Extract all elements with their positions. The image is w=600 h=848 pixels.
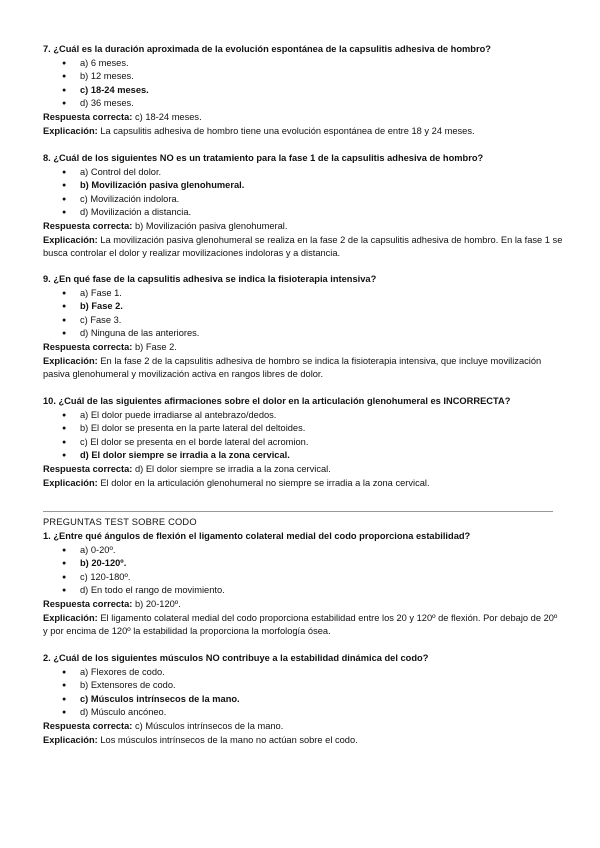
option: ● a) Fase 1. [43, 287, 563, 301]
option: ● c) 120-180º. [43, 571, 563, 585]
question-title: 8. ¿Cuál de los siguientes NO es un tratamiento para la fase 1 de la capsulitis adhesiva de hombro? [43, 153, 484, 163]
explanation-line [43, 355, 563, 382]
explanation-text: Los músculos intrínsecos de la mano no actúan sobre el codo. [100, 734, 358, 745]
option: ● d) En todo el rango de movimiento. [43, 584, 563, 598]
answer-text: b) Movilización pasiva glenohumeral. [135, 220, 288, 231]
option-correct: ● b) Movilización pasiva glenohumeral. [43, 179, 563, 193]
explanation-text: La movilización pasiva glenohumeral se realiza en la fase 2 de la capsulitis adhesiva de hombro. En la fase 1 se busca controlar el dolor y realizar movilizaciones indoloras y a distancia. [43, 234, 563, 259]
answer-text: c) Músculos intrínsecos de la mano. [135, 720, 284, 731]
option: ● a) Control del dolor. [43, 166, 563, 180]
explanation-text: La capsulitis adhesiva de hombro tiene una evolución espontánea de entre 18 y 24 meses. [100, 125, 475, 136]
answer-text: d) El dolor siempre se irradia a la zona cervical. [135, 463, 331, 474]
explanation-text: En la fase 2 de la capsulitis adhesiva de hombro se indica la fisioterapia intensiva, que incluye movilización pasiva glenohumeral y movilización activa en rangos libres de dolor. [43, 355, 542, 380]
question-title: 2. ¿Cuál de los siguientes músculos NO contribuye a la estabilidad dinámica del codo? [43, 653, 429, 663]
explanation-label: Explicación: [43, 477, 98, 488]
option-correct: ● b) Fase 2. [43, 300, 563, 314]
answer-line [43, 220, 563, 234]
option: ● b) El dolor se presenta en la parte lateral del deltoides. [43, 422, 563, 436]
explanation-label: Explicación: [43, 125, 98, 136]
answer-line [43, 598, 563, 612]
explanation-line [43, 612, 563, 639]
answer-label: Respuesta correcta: [43, 720, 133, 731]
option-list [43, 57, 563, 111]
option-correct: ● c) 18-24 meses. [43, 84, 563, 98]
question-title: 9. ¿En qué fase de la capsulitis adhesiva se indica la fisioterapia intensiva? [43, 274, 377, 284]
option: ● c) Fase 3. [43, 314, 563, 328]
option: ● d) Movilización a distancia. [43, 206, 563, 220]
explanation-line [43, 477, 563, 491]
option-list [43, 409, 563, 463]
answer-line [43, 341, 563, 355]
option: ● a) 0-20º. [43, 544, 563, 558]
answer-line [43, 720, 563, 734]
option-correct: ● b) 20-120º. [43, 557, 563, 571]
question-elbow-1 [43, 530, 563, 639]
section-title: PREGUNTAS TEST SOBRE CODO [43, 517, 197, 527]
option: ● d) 36 meses. [43, 97, 563, 111]
answer-line [43, 463, 563, 477]
answer-label: Respuesta correcta: [43, 341, 133, 352]
option: ● b) 12 meses. [43, 70, 563, 84]
option-correct: ● c) Músculos intrínsecos de la mano. [43, 693, 563, 707]
question-8 [43, 152, 563, 261]
option: ● a) Flexores de codo. [43, 666, 563, 680]
explanation-text: El dolor en la articulación glenohumeral no siempre se irradia a la zona cervical. [100, 477, 430, 488]
option: ● a) El dolor puede irradiarse al antebrazo/dedos. [43, 409, 563, 423]
section-divider [43, 511, 553, 512]
question-title: 1. ¿Entre qué ángulos de flexión el ligamento colateral medial del codo proporciona estabilidad? [43, 531, 471, 541]
explanation-text: El ligamento colateral medial del codo proporciona estabilidad entre los 20 y 120º de flexión. Por debajo de 20º y por encima de 120º la estabilidad la proporciona la morfología ósea. [43, 612, 558, 637]
option: ● b) Extensores de codo. [43, 679, 563, 693]
option: ● d) Músculo ancóneo. [43, 706, 563, 720]
option-list [43, 666, 563, 720]
explanation-label: Explicación: [43, 234, 98, 245]
answer-text: b) Fase 2. [135, 341, 177, 352]
answer-text: b) 20-120º. [135, 598, 181, 609]
option: ● c) El dolor se presenta en el borde lateral del acromion. [43, 436, 563, 450]
answer-label: Respuesta correcta: [43, 220, 133, 231]
question-title: 10. ¿Cuál de las siguientes afirmaciones sobre el dolor en la articulación glenohumeral es INCORRECTA? [43, 396, 511, 406]
answer-text: c) 18-24 meses. [135, 111, 202, 122]
explanation-line [43, 125, 563, 139]
explanation-label: Explicación: [43, 355, 98, 366]
question-10 [43, 395, 563, 490]
question-title: 7. ¿Cuál es la duración aproximada de la evolución espontánea de la capsulitis adhesiva de hombro? [43, 44, 491, 54]
option: ● c) Movilización indolora. [43, 193, 563, 207]
option-list [43, 166, 563, 220]
explanation-line [43, 234, 563, 261]
option-list [43, 287, 563, 341]
explanation-label: Explicación: [43, 612, 98, 623]
option-correct: ● d) El dolor siempre se irradia a la zona cervical. [43, 449, 563, 463]
option: ● d) Ninguna de las anteriores. [43, 327, 563, 341]
question-elbow-2 [43, 652, 563, 747]
answer-label: Respuesta correcta: [43, 598, 133, 609]
option-list [43, 544, 563, 598]
question-7 [43, 43, 563, 138]
option: ● a) 6 meses. [43, 57, 563, 71]
explanation-label: Explicación: [43, 734, 98, 745]
answer-label: Respuesta correcta: [43, 463, 133, 474]
answer-line [43, 111, 563, 125]
explanation-line [43, 734, 563, 748]
question-9 [43, 273, 563, 382]
answer-label: Respuesta correcta: [43, 111, 133, 122]
